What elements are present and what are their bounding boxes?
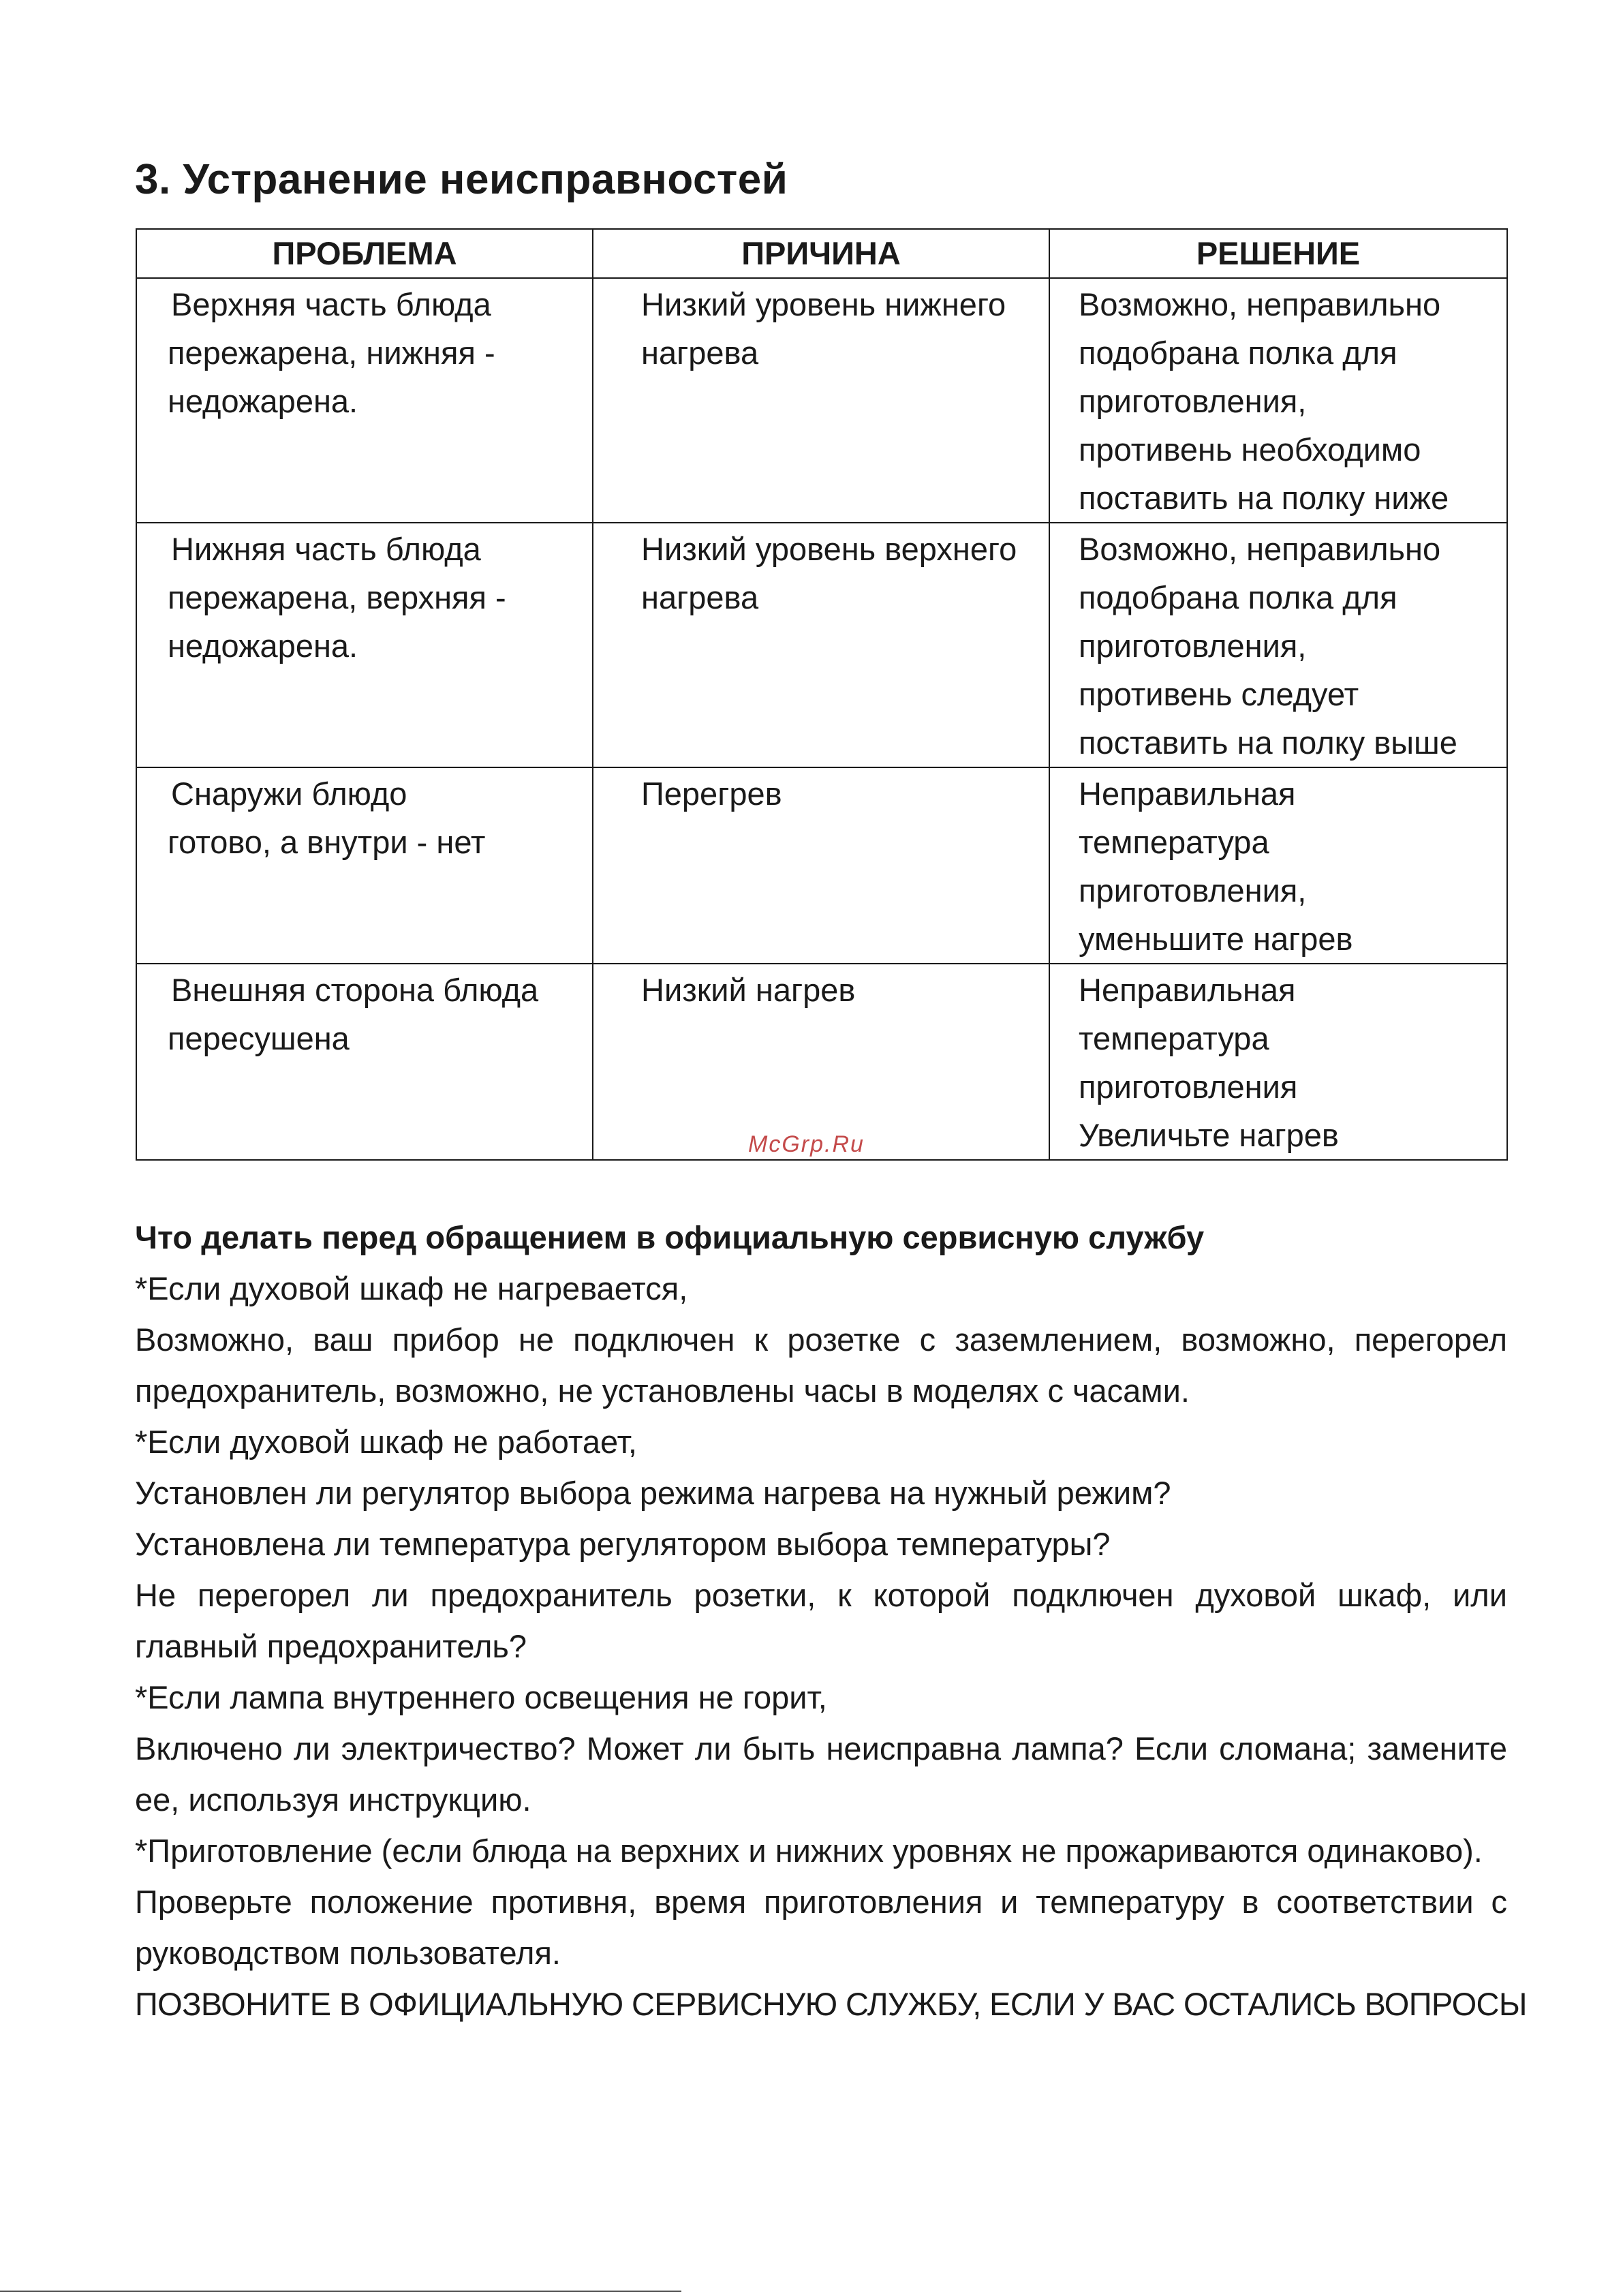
cell-line: противень необходимо: [1079, 431, 1421, 468]
page-title: 3. Устранение неисправностей: [135, 156, 788, 203]
header-cause: ПРИЧИНА: [593, 229, 1049, 278]
cause-cell: [593, 964, 1049, 1160]
cell-line: Низкий уровень верхнего: [641, 531, 1017, 567]
cause-cell: [593, 767, 1049, 964]
cell-line: поставить на полку выше: [1079, 724, 1457, 761]
watermark: McGrp.Ru: [748, 1131, 865, 1157]
header-problem: ПРОБЛЕМА: [136, 229, 593, 278]
notes-call-service: ПОЗВОНИТЕ В ОФИЦИАЛЬНУЮ СЕРВИСНУЮ СЛУЖБУ, ЕСЛИ У ВАС ОСТАЛИСЬ ВОПРОСЫ: [135, 1986, 1527, 2022]
cell-line: пережарена, нижняя -: [168, 335, 495, 371]
problem-cell: [136, 278, 593, 523]
table-row: [136, 964, 1507, 1160]
notes-paragraph: *Приготовление (если блюда на верхних и нижних уровнях не прожариваются одинаково).: [135, 1833, 1483, 1869]
cell-line: противень следует: [1079, 676, 1359, 712]
problem-cell: [136, 523, 593, 767]
table-header-row: [136, 229, 1507, 278]
cell-line: Неправильная: [1079, 776, 1296, 812]
cell-line: приготовления,: [1079, 628, 1307, 664]
notes-paragraph: Установлен ли регулятор выбора режима нагрева на нужный режим?: [135, 1475, 1171, 1511]
table-row: [136, 523, 1507, 767]
cell-line: недожарена.: [168, 383, 358, 419]
cell-line: Возможно, неправильно: [1079, 531, 1441, 567]
solution-cell: [1049, 964, 1507, 1160]
cell-line: Возможно, неправильно: [1079, 286, 1441, 322]
cell-line: нагрева: [641, 579, 759, 615]
notes-paragraph: Установлена ли температура регулятором выбора температуры?: [135, 1526, 1111, 1562]
cell-line: Неправильная: [1079, 972, 1296, 1008]
troubleshooting-table: [136, 228, 1508, 1161]
cell-line: недожарена.: [168, 628, 358, 664]
cell-line: температура: [1079, 1020, 1269, 1056]
service-notes: [135, 1212, 1527, 2030]
cell-line: приготовления: [1079, 1069, 1298, 1105]
cell-line: приготовления,: [1079, 872, 1307, 908]
solution-cell: [1049, 767, 1507, 964]
cell-line: подобрана полка для: [1079, 335, 1397, 371]
cell-line: пересушена: [168, 1020, 350, 1056]
footer-divider: [0, 2291, 681, 2292]
cell-line: приготовления,: [1079, 383, 1307, 419]
notes-paragraph: *Если духовой шкаф не работает,: [135, 1424, 637, 1460]
cell-line: Нижняя часть блюда: [171, 531, 481, 567]
cell-line: Верхняя часть блюда: [171, 286, 491, 322]
notes-paragraph: Проверьте положение противня, время приготовления и температуру в соответствии с руководством пользователя.: [135, 1884, 1507, 1971]
problem-cell: [136, 964, 593, 1160]
header-solution: РЕШЕНИЕ: [1049, 229, 1507, 278]
cell-line: пережарена, верхняя -: [168, 579, 506, 615]
table-row: [136, 278, 1507, 523]
notes-paragraph: *Если духовой шкаф не нагревается,: [135, 1270, 688, 1306]
cell-line: поставить на полку ниже: [1079, 480, 1449, 516]
notes-paragraph: Включено ли электричество? Может ли быть неисправна лампа? Если сломана; замените ее, используя инструкцию.: [135, 1730, 1507, 1818]
cause-cell: [593, 278, 1049, 523]
cell-line: Увеличьте нагрев: [1079, 1117, 1339, 1153]
cell-line: Низкий уровень нижнего: [641, 286, 1006, 322]
cell-line: температура: [1079, 824, 1269, 860]
cell-line: Снаружи блюдо: [171, 776, 407, 812]
cause-cell: [593, 523, 1049, 767]
cell-line: нагрева: [641, 335, 759, 371]
cell-line: подобрана полка для: [1079, 579, 1397, 615]
notes-heading: Что делать перед обращением в официальную сервисную службу: [135, 1219, 1205, 1255]
cell-line: готово, а внутри - нет: [168, 824, 486, 860]
cell-line: Внешняя сторона блюда: [171, 972, 539, 1008]
table-row: [136, 767, 1507, 964]
notes-paragraph: *Если лампа внутреннего освещения не горит,: [135, 1679, 827, 1715]
notes-paragraph: Возможно, ваш прибор не подключен к розетке с заземлением, возможно, перегорел предохранитель, возможно, не установлены часы в моделях с часами.: [135, 1321, 1507, 1409]
cell-line: Перегрев: [641, 776, 782, 812]
cell-line: уменьшите нагрев: [1079, 921, 1353, 957]
notes-paragraph: Не перегорел ли предохранитель розетки, к которой подключен духовой шкаф, или главный предохранитель?: [135, 1577, 1507, 1664]
solution-cell: [1049, 278, 1507, 523]
solution-cell: [1049, 523, 1507, 767]
problem-cell: [136, 767, 593, 964]
cell-line: Низкий нагрев: [641, 972, 856, 1008]
